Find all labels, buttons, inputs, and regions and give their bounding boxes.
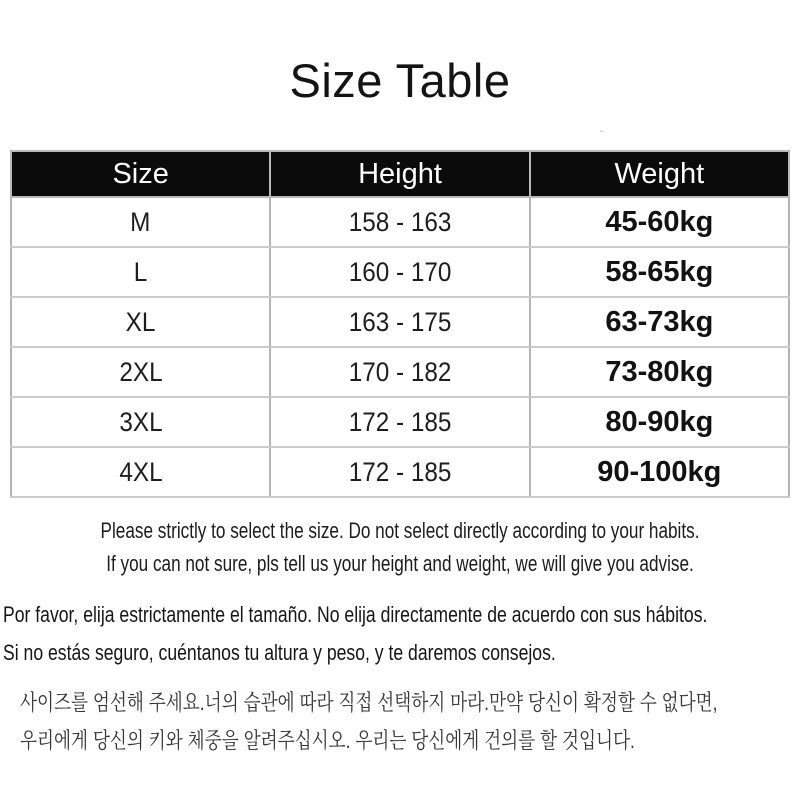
- page-title: Size Table: [289, 54, 511, 107]
- height-cell: 158 - 163: [270, 197, 529, 247]
- height-cell: 160 - 170: [270, 247, 529, 297]
- weight-cell: 63-73kg: [530, 297, 789, 347]
- size-table: [10, 150, 790, 498]
- note-english-line2: If you can not sure, pls tell us your height and weight, we will give you advise.: [106, 551, 694, 576]
- table-row: [11, 347, 789, 397]
- table-row: [11, 197, 789, 247]
- table-row: [11, 297, 789, 347]
- note-english: [0, 514, 800, 580]
- col-header-height: Height: [270, 151, 529, 197]
- size-cell: 3XL: [11, 397, 270, 447]
- header-row: [11, 151, 789, 197]
- size-cell: 4XL: [11, 447, 270, 497]
- table-row: [11, 247, 789, 297]
- note-spanish: [0, 596, 800, 672]
- height-cell: 172 - 185: [270, 397, 529, 447]
- height-cell: 163 - 175: [270, 297, 529, 347]
- height-cell: 172 - 185: [270, 447, 529, 497]
- smudge-artifact: ˇ: [598, 127, 604, 143]
- weight-cell: 80-90kg: [530, 397, 789, 447]
- note-korean-line1: 사이즈를 엄선해 주세요.너의 습관에 따라 직접 선택하지 마라.만약 당신이 확정할 수 없다면,: [20, 690, 718, 715]
- note-korean: [0, 684, 800, 760]
- weight-cell: 90-100kg: [530, 447, 789, 497]
- size-table-container: [10, 150, 790, 498]
- col-header-weight: Weight: [530, 151, 789, 197]
- table-row: [11, 397, 789, 447]
- note-spanish-line2: Si no estás seguro, cuéntanos tu altura y peso, y te daremos consejos.: [3, 640, 556, 665]
- size-cell: XL: [11, 297, 270, 347]
- table-row: [11, 447, 789, 497]
- note-spanish-line1: Por favor, elija estrictamente el tamaño. No elija directamente de acuerdo con sus hábitos.: [3, 602, 708, 627]
- size-cell: 2XL: [11, 347, 270, 397]
- col-header-size: Size: [11, 151, 270, 197]
- note-korean-line2: 우리에게 당신의 키와 체중을 알려주십시오. 우리는 당신에게 건의를 할 것입니다.: [20, 728, 635, 753]
- weight-cell: 58-65kg: [530, 247, 789, 297]
- weight-cell: 73-80kg: [530, 347, 789, 397]
- weight-cell: 45-60kg: [530, 197, 789, 247]
- size-cell: M: [11, 197, 270, 247]
- height-cell: 170 - 182: [270, 347, 529, 397]
- note-english-line1: Please strictly to select the size. Do not select directly according to your habits.: [100, 518, 700, 543]
- size-cell: L: [11, 247, 270, 297]
